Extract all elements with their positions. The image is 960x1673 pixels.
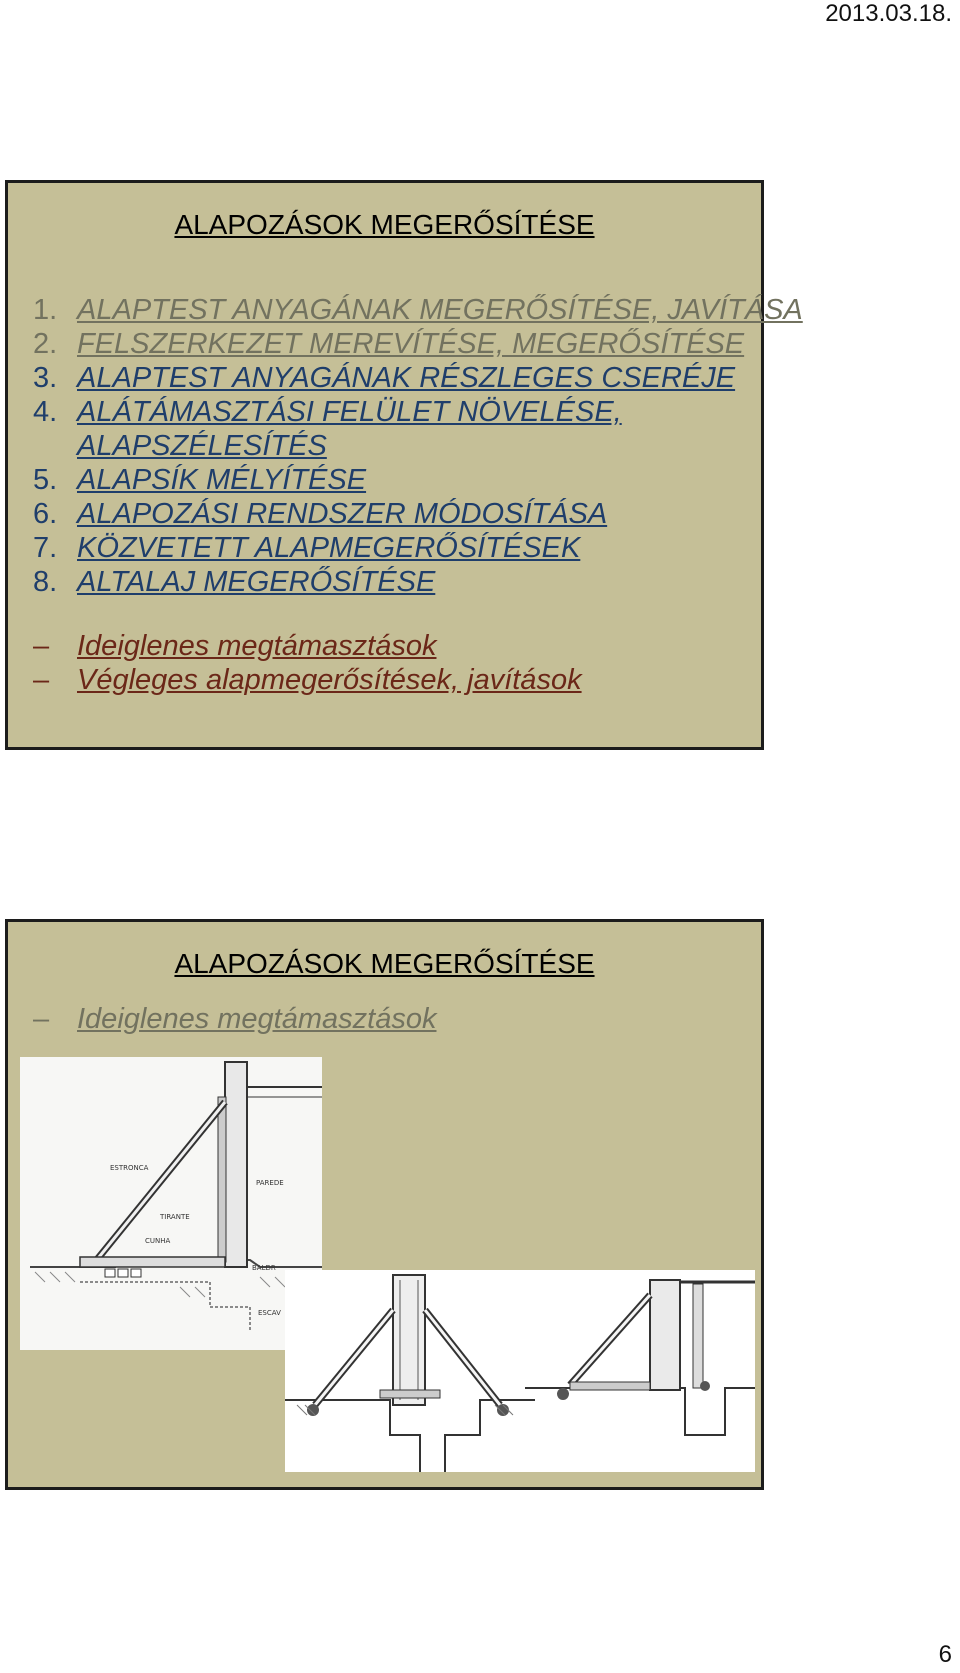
raking-shore-svg bbox=[20, 1057, 322, 1350]
dash-bullet: – bbox=[33, 664, 50, 696]
slide-title: ALAPOZÁSOK MEGERŐSÍTÉSE bbox=[174, 948, 595, 979]
list-number: 8. bbox=[33, 566, 58, 598]
list-link[interactable]: ALAPSÍK MÉLYÍTÉSE bbox=[77, 464, 367, 496]
label-excavation: ESCAV bbox=[258, 1309, 281, 1317]
list-number: 7. bbox=[33, 532, 58, 564]
sub-list bbox=[33, 1002, 436, 1036]
label-wall: PAREDE bbox=[256, 1179, 284, 1187]
list-link[interactable]: ALTALAJ MEGERŐSÍTÉSE bbox=[77, 566, 436, 598]
list-number: 2. bbox=[33, 328, 58, 360]
list-link[interactable]: KÖZVETETT ALAPMEGERŐSÍTÉSEK bbox=[77, 532, 581, 564]
page-number: 6 bbox=[938, 1641, 952, 1668]
list-link-continued[interactable]: ALAPSZÉLESÍTÉS bbox=[77, 430, 327, 462]
label-wedge: CUNHA bbox=[145, 1237, 171, 1245]
slide-temporary-supports bbox=[5, 919, 764, 1490]
sub-list bbox=[33, 629, 582, 697]
dash-bullet: – bbox=[33, 1003, 50, 1035]
label-joist: BALDR bbox=[252, 1264, 276, 1272]
sub-list-link[interactable]: Ideiglenes megtámasztások bbox=[77, 630, 437, 662]
numbered-list bbox=[33, 293, 803, 599]
list-link[interactable]: ALÁTÁMASZTÁSI FELÜLET NÖVELÉSE, bbox=[77, 396, 622, 428]
list-item[interactable] bbox=[33, 293, 803, 327]
list-item[interactable] bbox=[33, 463, 803, 497]
list-item[interactable] bbox=[33, 361, 803, 395]
list-link[interactable]: ALAPTEST ANYAGÁNAK MEGERŐSÍTÉSE, JAVÍTÁSA bbox=[77, 294, 803, 326]
list-number: 4. bbox=[33, 396, 58, 428]
dash-bullet: – bbox=[33, 630, 50, 662]
list-item[interactable] bbox=[33, 531, 803, 565]
shoring-drawing-raking bbox=[20, 1057, 322, 1350]
sub-list-item[interactable] bbox=[33, 663, 582, 697]
list-item[interactable] bbox=[33, 395, 803, 463]
header-date: 2013.03.18. bbox=[825, 0, 952, 27]
sub-list-item[interactable] bbox=[33, 629, 582, 663]
list-link[interactable]: FELSZERKEZET MEREVÍTÉSE, MEGERŐSÍTÉSE bbox=[77, 328, 745, 360]
list-number: 5. bbox=[33, 464, 58, 496]
sub-list-link[interactable]: Végleges alapmegerősítések, javítások bbox=[77, 664, 582, 696]
slide-overview bbox=[5, 180, 803, 750]
list-link[interactable]: ALAPOZÁSI RENDSZER MÓDOSÍTÁSA bbox=[77, 498, 608, 530]
sub-list-link[interactable]: Ideiglenes megtámasztások bbox=[77, 1003, 437, 1035]
sub-list-item[interactable] bbox=[33, 1002, 436, 1036]
shoring-drawing-column-and-wall bbox=[285, 1270, 755, 1472]
list-number: 3. bbox=[33, 362, 58, 394]
label-tie: TIRANTE bbox=[160, 1213, 190, 1221]
slide-title: ALAPOZÁSOK MEGERŐSÍTÉSE bbox=[174, 209, 595, 240]
list-item[interactable] bbox=[33, 565, 803, 599]
list-link[interactable]: ALAPTEST ANYAGÁNAK RÉSZLEGES CSERÉJE bbox=[77, 362, 736, 394]
list-item[interactable] bbox=[33, 327, 803, 361]
list-number: 6. bbox=[33, 498, 58, 530]
column-shoring-svg bbox=[285, 1270, 755, 1472]
list-item[interactable] bbox=[33, 497, 803, 531]
list-number: 1. bbox=[33, 294, 58, 326]
label-strut: ESTRONCA bbox=[110, 1164, 149, 1172]
